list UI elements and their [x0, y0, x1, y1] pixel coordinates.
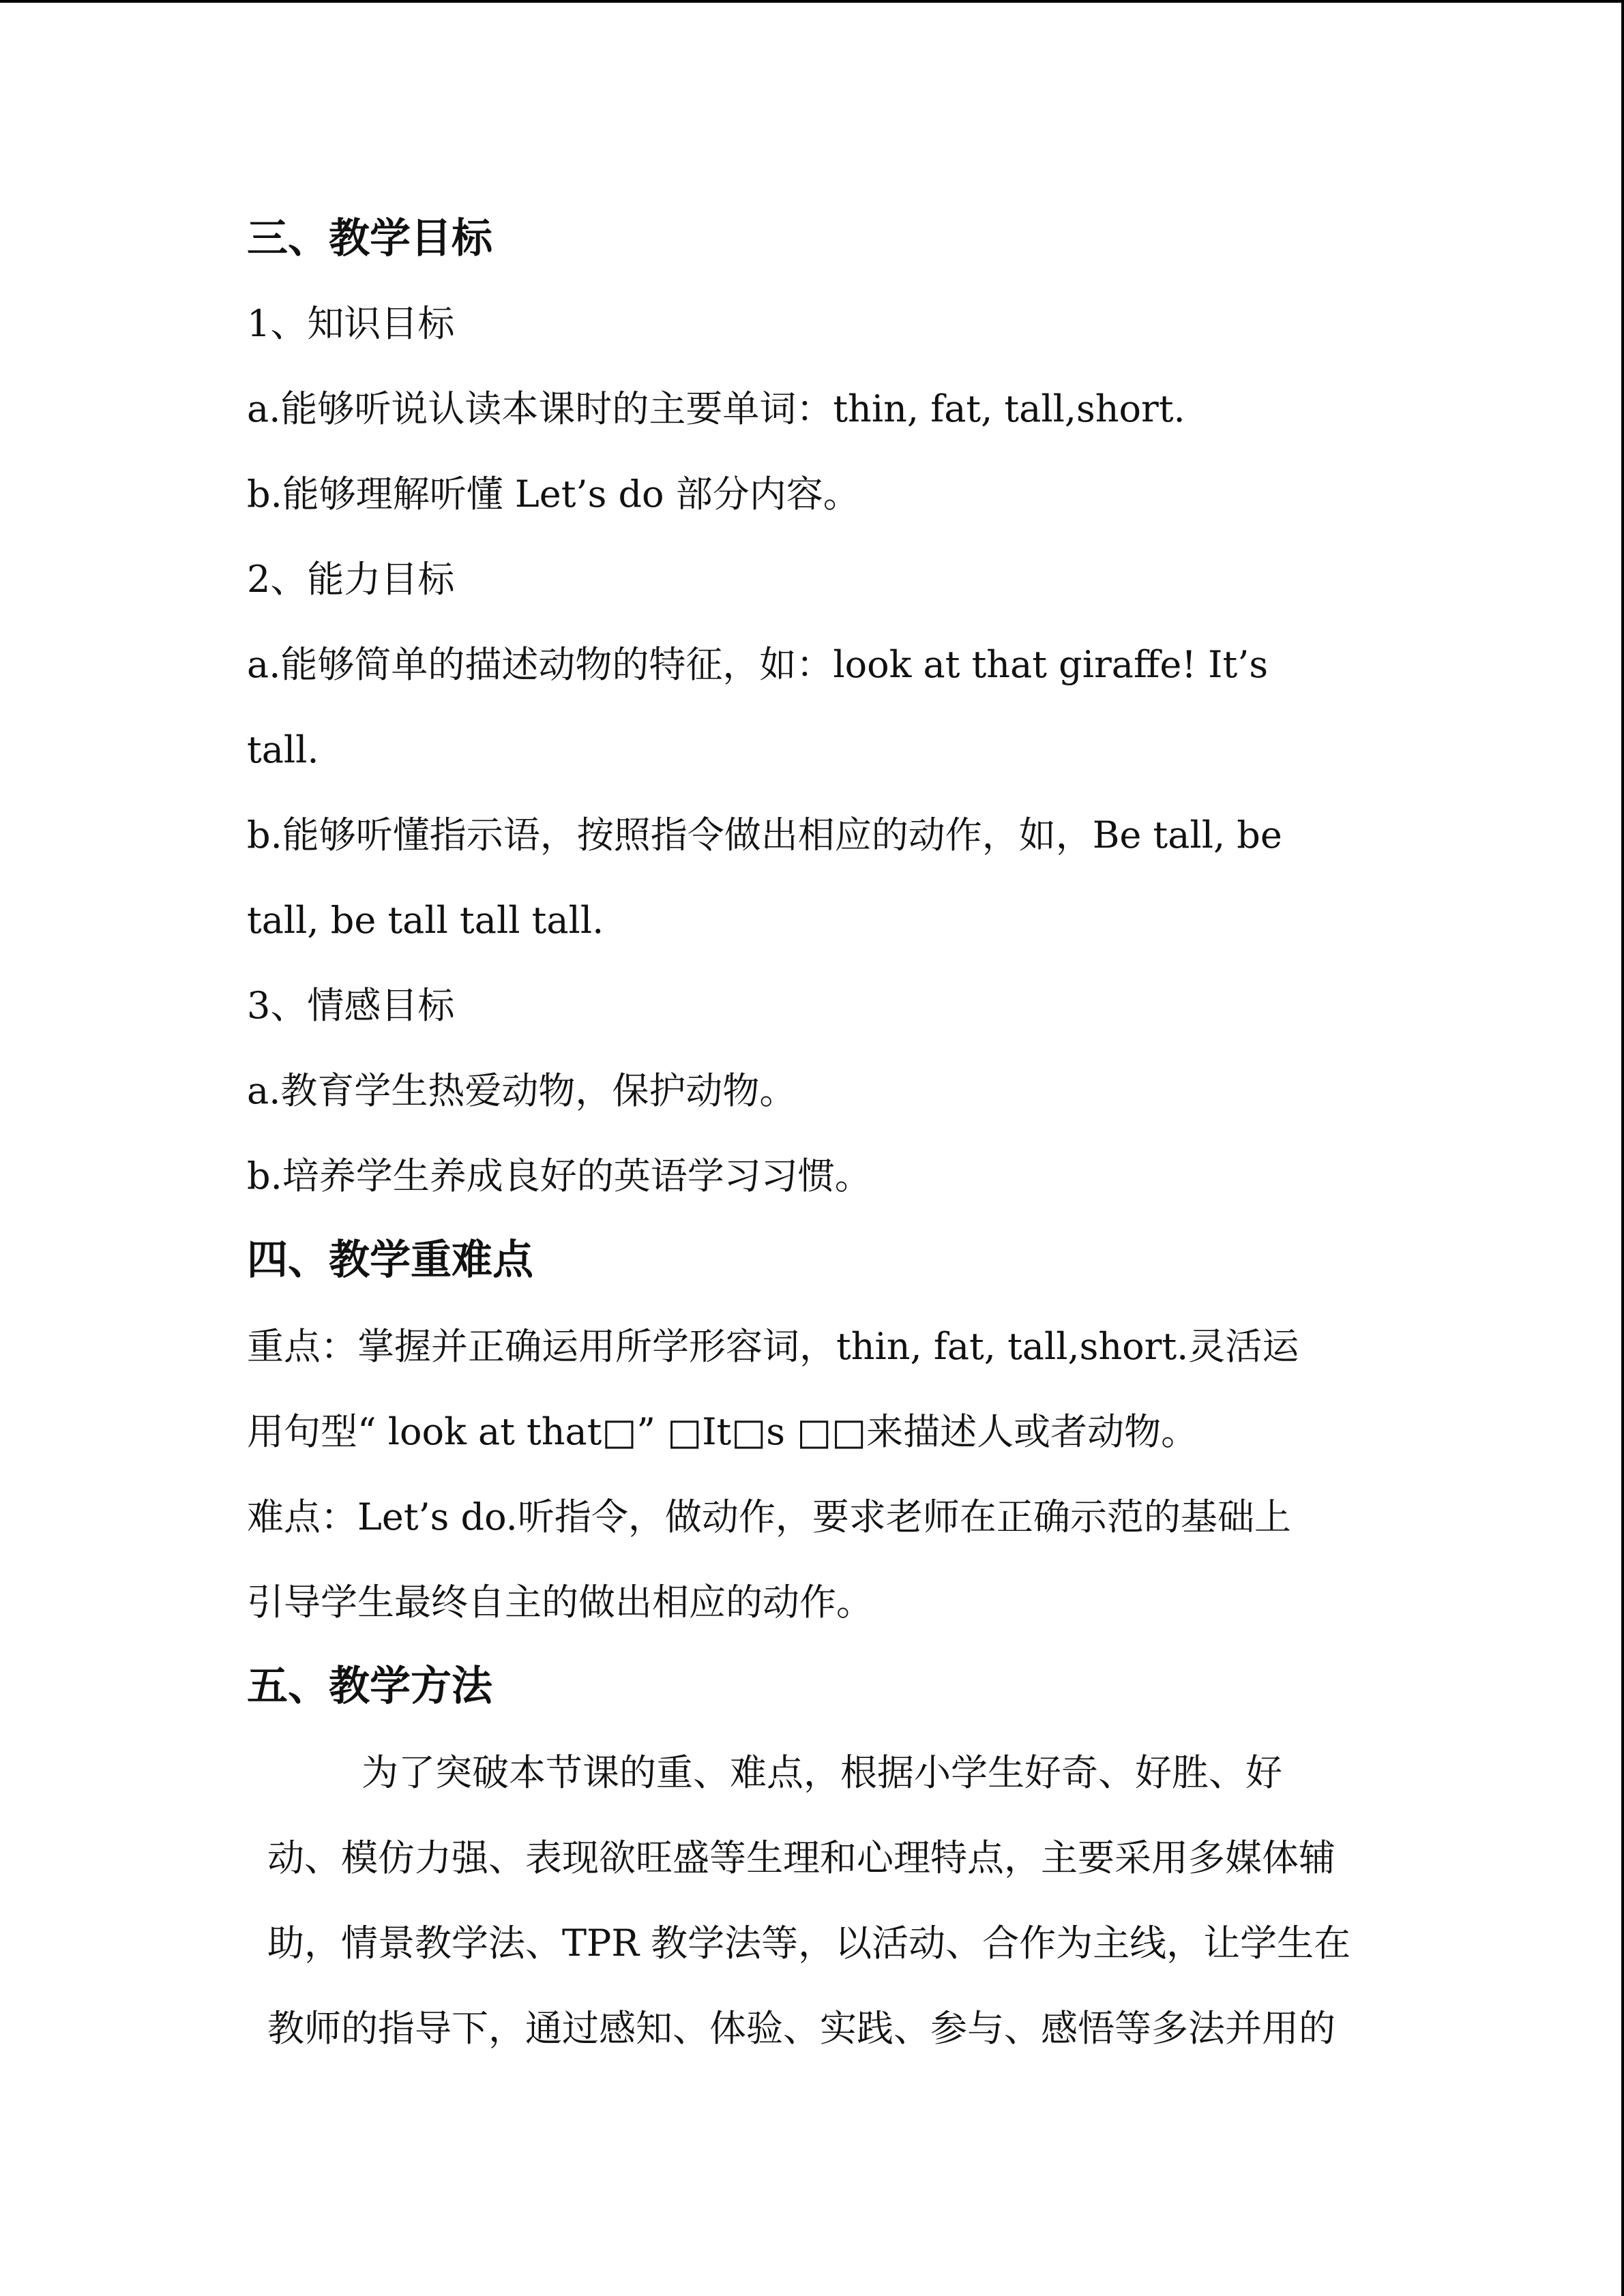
page-top-border	[0, 0, 1624, 3]
section-heading-methods: 五、教学方法	[247, 1663, 492, 1710]
paragraph-line: b.培养学生养成良好的英语学习习惯。	[247, 1154, 872, 1197]
paragraph-line: b.能够听懂指示语，按照指令做出相应的动作，如，Be tall, be	[247, 814, 1282, 856]
page-right-border	[1621, 0, 1624, 2296]
section-heading-key-points: 四、教学重难点	[247, 1236, 533, 1284]
paragraph-line: 引导学生最终自主的做出相应的动作。	[247, 1581, 873, 1624]
paragraph-line: a.能够听说认读本课时的主要单词：thin, fat, tall,short.	[247, 387, 1185, 430]
paragraph-line: tall.	[247, 728, 319, 771]
paragraph-line: 教师的指导下，通过感知、体验、实践、参与、感悟等多法并用的	[267, 2007, 1335, 2050]
paragraph-line: tall, be tall tall tall.	[247, 899, 604, 942]
subheading-ability: 2、能力目标	[247, 558, 455, 601]
paragraph-line: a.能够简单的描述动物的特征，如：look at that giraffe! It’s	[247, 643, 1269, 686]
paragraph-line: 动、模仿力强、表现欲旺盛等生理和心理特点，主要采用多媒体辅	[267, 1836, 1335, 1879]
paragraph-line: b.能够理解听懂 Let’s do 部分内容。	[247, 473, 860, 516]
paragraph-line: 用句型“ look at that□” □It□s □□来描述人或者动物。	[247, 1410, 1198, 1453]
paragraph-line: 助，情景教学法、TPR 教学法等，以活动、合作为主线，让学生在	[267, 1922, 1351, 1965]
paragraph-line: 重点：掌握并正确运用所学形容词，thin, fat, tall,short.灵活运	[247, 1325, 1299, 1368]
paragraph-line: a.教育学生热爱动物，保护动物。	[247, 1069, 797, 1112]
paragraph-line: 为了突破本节课的重、难点，根据小学生好奇、好胜、好	[361, 1751, 1282, 1794]
section-heading-objectives: 三、教学目标	[247, 215, 492, 263]
subheading-emotion: 3、情感目标	[247, 984, 455, 1027]
subheading-knowledge: 1、知识目标	[247, 302, 455, 345]
paragraph-line: 难点：Let’s do.听指令，做动作，要求老师在正确示范的基础上	[247, 1495, 1291, 1538]
